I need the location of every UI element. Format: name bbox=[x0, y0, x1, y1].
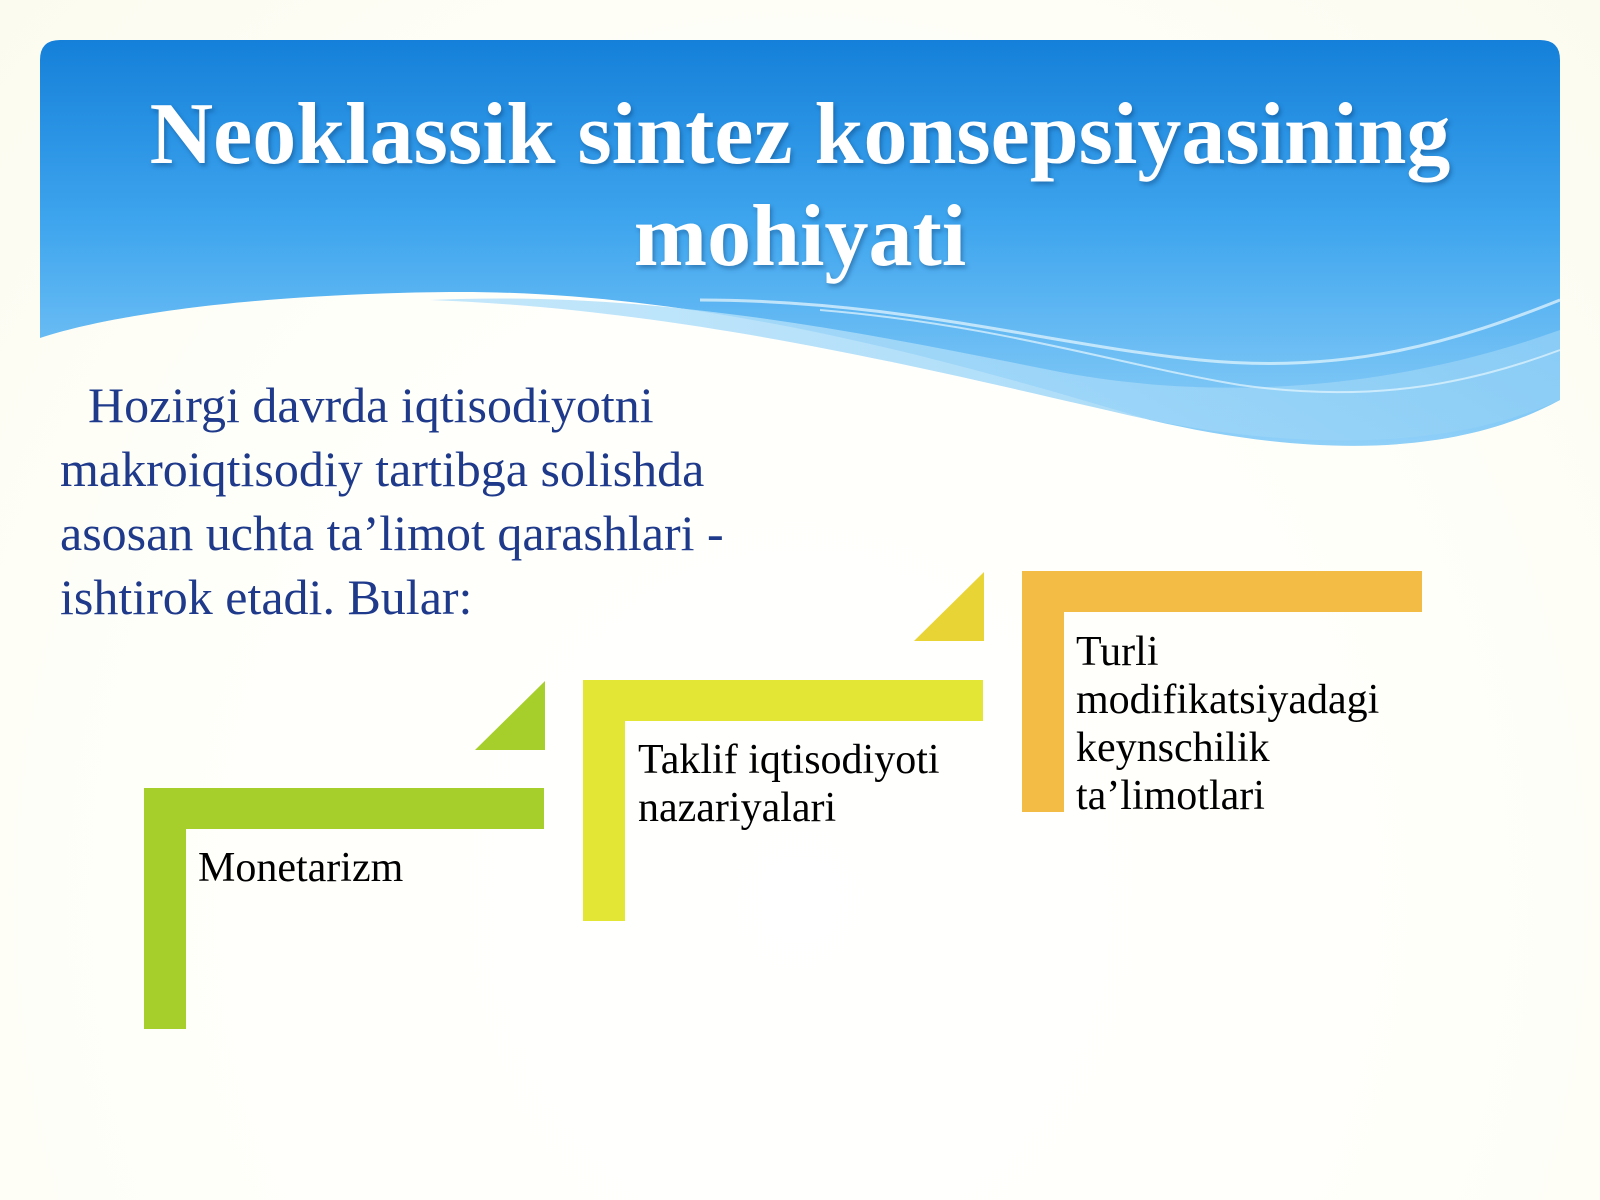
step-shape-monetarizm bbox=[144, 788, 544, 1029]
step-label-keynschilik: Turli modifikatsiyadagi keynschilik ta’limotlari bbox=[1076, 629, 1380, 819]
step-label-taklif: Taklif iqtisodiyoti nazariyalari bbox=[638, 737, 940, 831]
step-label-monetarizm: Monetarizm bbox=[198, 845, 404, 891]
intro-text: Hozirgi davrda iqtisodiyotni makroiqtisodiy tartibga solishda asosan uchta ta’limot qarashlari - ishtirok etadi. Bular: bbox=[60, 377, 724, 625]
slide-title: Neoklassik sintez konsepsiyasining mohiyati bbox=[149, 86, 1451, 285]
connector-triangle-1 bbox=[475, 681, 545, 750]
connector-triangle-2 bbox=[914, 572, 984, 641]
